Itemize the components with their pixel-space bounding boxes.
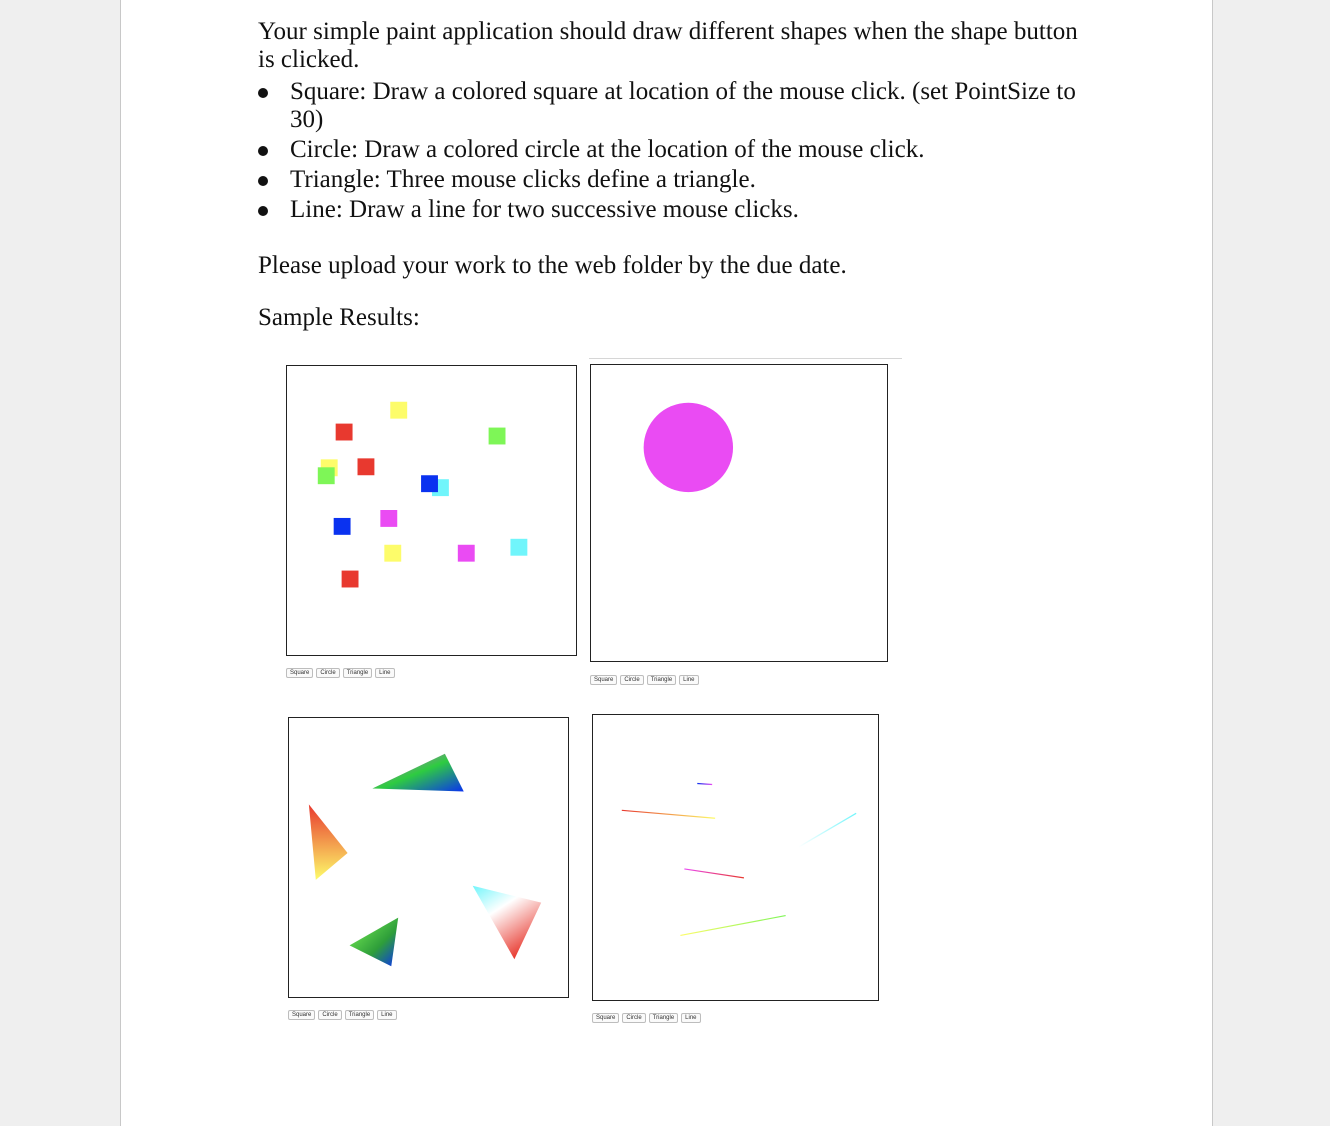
line-button[interactable]: Line <box>679 675 698 685</box>
upload-note: Please upload your work to the web folder by the due date. <box>258 252 847 279</box>
square-green <box>318 467 335 484</box>
squares-canvas[interactable] <box>286 365 577 656</box>
square-magenta <box>458 545 475 562</box>
square-magenta <box>380 510 397 527</box>
line-segment <box>680 916 785 936</box>
triangle-button[interactable]: Triangle <box>647 675 676 685</box>
intro-paragraph: Your simple paint application should draw different shapes when the shape button is clicked. <box>258 18 1078 73</box>
square-button[interactable]: Square <box>592 1013 619 1023</box>
circle-button[interactable]: Circle <box>318 1010 341 1020</box>
lines-canvas[interactable] <box>592 714 879 1001</box>
triangle <box>473 886 542 959</box>
circle-magenta <box>644 403 733 492</box>
triangle-button[interactable]: Triangle <box>343 668 372 678</box>
list-item-line: Line: Draw a line for two successive mouse clicks. <box>258 196 1098 224</box>
triangle-button[interactable]: Triangle <box>345 1010 374 1020</box>
square-yellow <box>390 402 407 419</box>
shape-requirements-list <box>258 78 1098 226</box>
shape-buttons-2 <box>590 675 699 685</box>
triangles-canvas[interactable] <box>288 717 569 998</box>
circle-canvas[interactable] <box>590 364 888 662</box>
line-button[interactable]: Line <box>375 668 394 678</box>
square-green <box>489 428 506 445</box>
shape-buttons-4 <box>592 1013 701 1023</box>
square-button[interactable]: Square <box>288 1010 315 1020</box>
square-yellow <box>384 545 401 562</box>
square-blue <box>421 475 438 492</box>
circle-button[interactable]: Circle <box>620 675 643 685</box>
circle-button[interactable]: Circle <box>622 1013 645 1023</box>
square-red <box>336 424 353 441</box>
square-cyan <box>510 539 527 556</box>
line-button[interactable]: Line <box>681 1013 700 1023</box>
shape-buttons-1 <box>286 668 395 678</box>
square-button[interactable]: Square <box>286 668 313 678</box>
triangle <box>309 804 348 879</box>
square-red <box>358 458 375 475</box>
line-button[interactable]: Line <box>377 1010 396 1020</box>
triangle <box>350 918 399 967</box>
line-segment <box>799 813 857 847</box>
list-item-square: Square: Draw a colored square at location of the mouse click. (set PointSize to 30) <box>258 78 1098 134</box>
list-item-triangle: Triangle: Three mouse clicks define a triangle. <box>258 166 1098 194</box>
triangle-button[interactable]: Triangle <box>649 1013 678 1023</box>
square-red <box>342 571 359 588</box>
shape-buttons-3 <box>288 1010 397 1020</box>
square-blue <box>334 518 351 535</box>
divider <box>589 358 902 359</box>
circle-button[interactable]: Circle <box>316 668 339 678</box>
triangle <box>372 754 463 792</box>
sample-results-heading: Sample Results: <box>258 304 420 331</box>
line-segment <box>622 810 715 818</box>
line-segment <box>684 869 744 878</box>
square-button[interactable]: Square <box>590 675 617 685</box>
line-segment <box>697 784 712 785</box>
list-item-circle: Circle: Draw a colored circle at the location of the mouse click. <box>258 136 1098 164</box>
